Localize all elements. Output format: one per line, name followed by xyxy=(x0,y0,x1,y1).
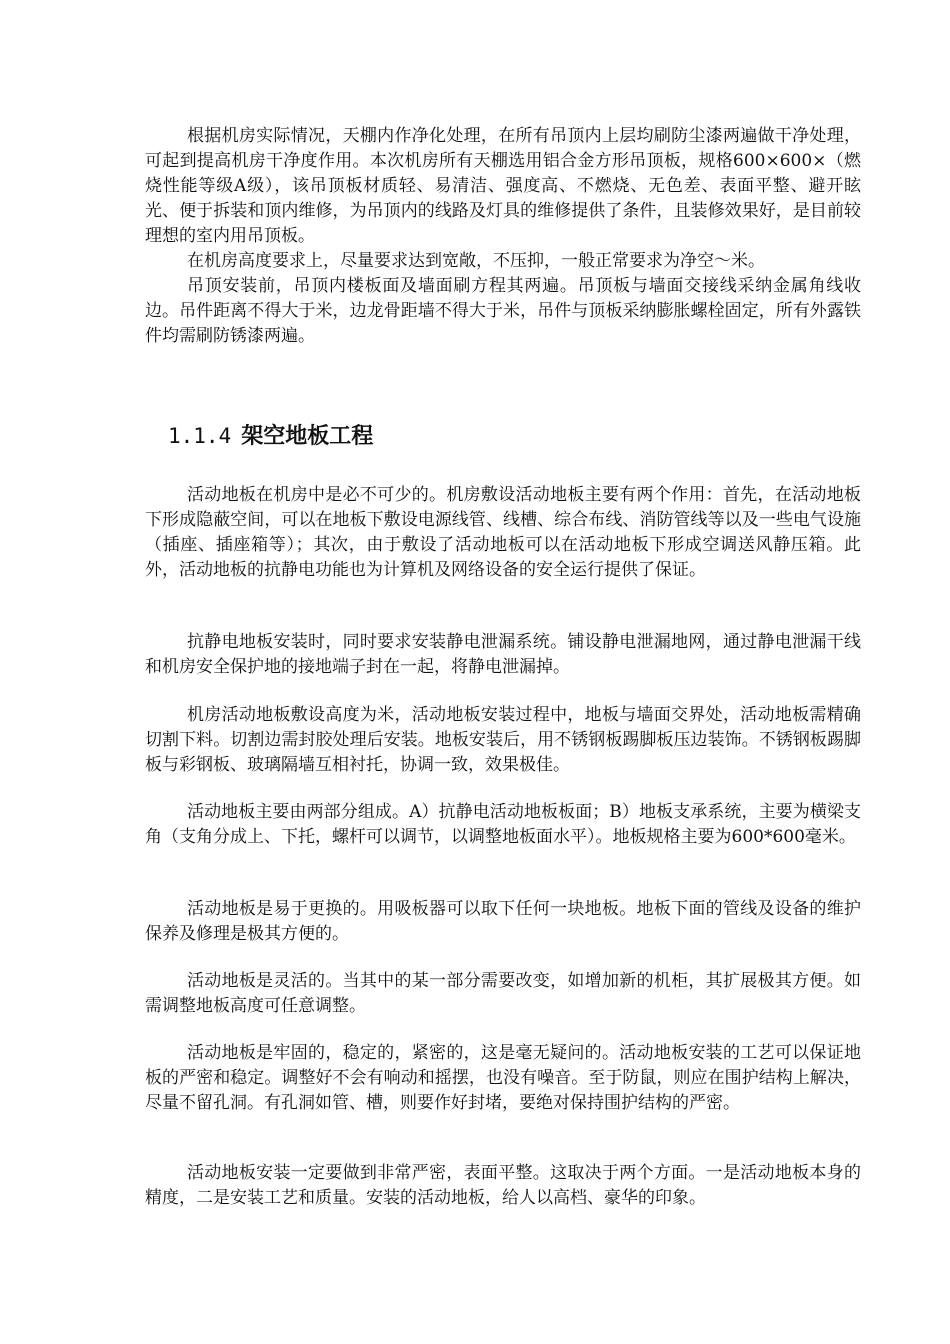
section-number: 1.1.4 xyxy=(168,424,232,448)
ceiling-paragraph-2: 在机房高度要求上，尽量要求达到宽敞，不压抑，一般正常要求为净空～米。 xyxy=(187,251,765,271)
floor-paragraph-1: 活动地板在机房中是必不可少的。机房敷设活动地板主要有两个作用：首先，在活动地板下形成隐蔽空间，可以在地板下敷设电源线管、线槽、综合布线、消防管线等以及一些电气设施（插座、插座箱等）；其次，由于敷设了活动地板可以在活动地板下形成空调送风静压箱。此外，活动地板的抗静电功能也为计算机及网络设备的安全运行提供了保证。 xyxy=(145,485,861,580)
ceiling-paragraph-3: 吊顶安装前，吊顶内楼板面及墙面刷方程其两遍。吊顶板与墙面交接线采纳金属角线收边。吊件距离不得大于米，边龙骨距墙不得大于米，吊件与顶板采纳膨胀螺栓固定，所有外露铁件均需刷防锈漆两遍。 xyxy=(145,276,861,346)
floor-paragraph-5: 活动地板是易于更换的。用吸板器可以取下任何一块地板。地板下面的管线及设备的维护保养及修理是极其方便的。 xyxy=(145,899,861,944)
floor-paragraph-4: 活动地板主要由两部分组成。A）抗静电活动地板板面；B）地板支承系统，主要为横梁支角（支角分成上、下托，螺杆可以调节，以调整地板面水平）。地板规格主要为600*600毫米。 xyxy=(145,802,861,847)
floor-paragraph-3: 机房活动地板敷设高度为米，活动地板安装过程中，地板与墙面交界处，活动地板需精确切割下料。切割边需封胶处理后安装。地板安装后，用不锈钢板踢脚板压边装饰。不锈钢板踢脚板与彩钢板、玻璃隔墙互相衬托，协调一致，效果极佳。 xyxy=(145,705,861,775)
ceiling-paragraph-1: 根据机房实际情况，天棚内作净化处理，在所有吊顶内上层均刷防尘漆两遍做干净处理，可起到提高机房干净度作用。本次机房所有天棚选用铝合金方形吊顶板，规格600×600×（燃烧性能等级A级），该吊顶板材质轻、易清洁、强度高、不燃烧、无色差、表面平整、避开眩光、便于拆装和顶内维修，为吊顶内的线路及灯具的维修提供了条件，且装修效果好，是目前较理想的室内用吊顶板。 xyxy=(145,126,861,246)
floor-paragraph-8: 活动地板安装一定要做到非常严密，表面平整。这取决于两个方面。一是活动地板本身的精度，二是安装工艺和质量。安装的活动地板，给人以高档、豪华的印象。 xyxy=(145,1163,861,1208)
section-title: 架空地板工程 xyxy=(241,424,374,449)
section-heading xyxy=(168,421,373,452)
floor-paragraph-6: 活动地板是灵活的。当其中的某一部分需要改变，如增加新的机柜，其扩展极其方便。如需调整地板高度可任意调整。 xyxy=(145,971,861,1016)
floor-paragraph-7: 活动地板是牢固的，稳定的，紧密的，这是毫无疑问的。活动地板安装的工艺可以保证地板的严密和稳定。调整好不会有响动和摇摆，也没有噪音。至于防鼠，则应在围护结构上解决，尽量不留孔洞。有孔洞如管、槽，则要作好封堵，要绝对保持围护结构的严密。 xyxy=(145,1043,861,1113)
floor-paragraph-2: 抗静电地板安装时，同时要求安装静电泄漏系统。铺设静电泄漏地网，通过静电泄漏干线和机房安全保护地的接地端子封在一起，将静电泄漏掉。 xyxy=(145,632,861,677)
